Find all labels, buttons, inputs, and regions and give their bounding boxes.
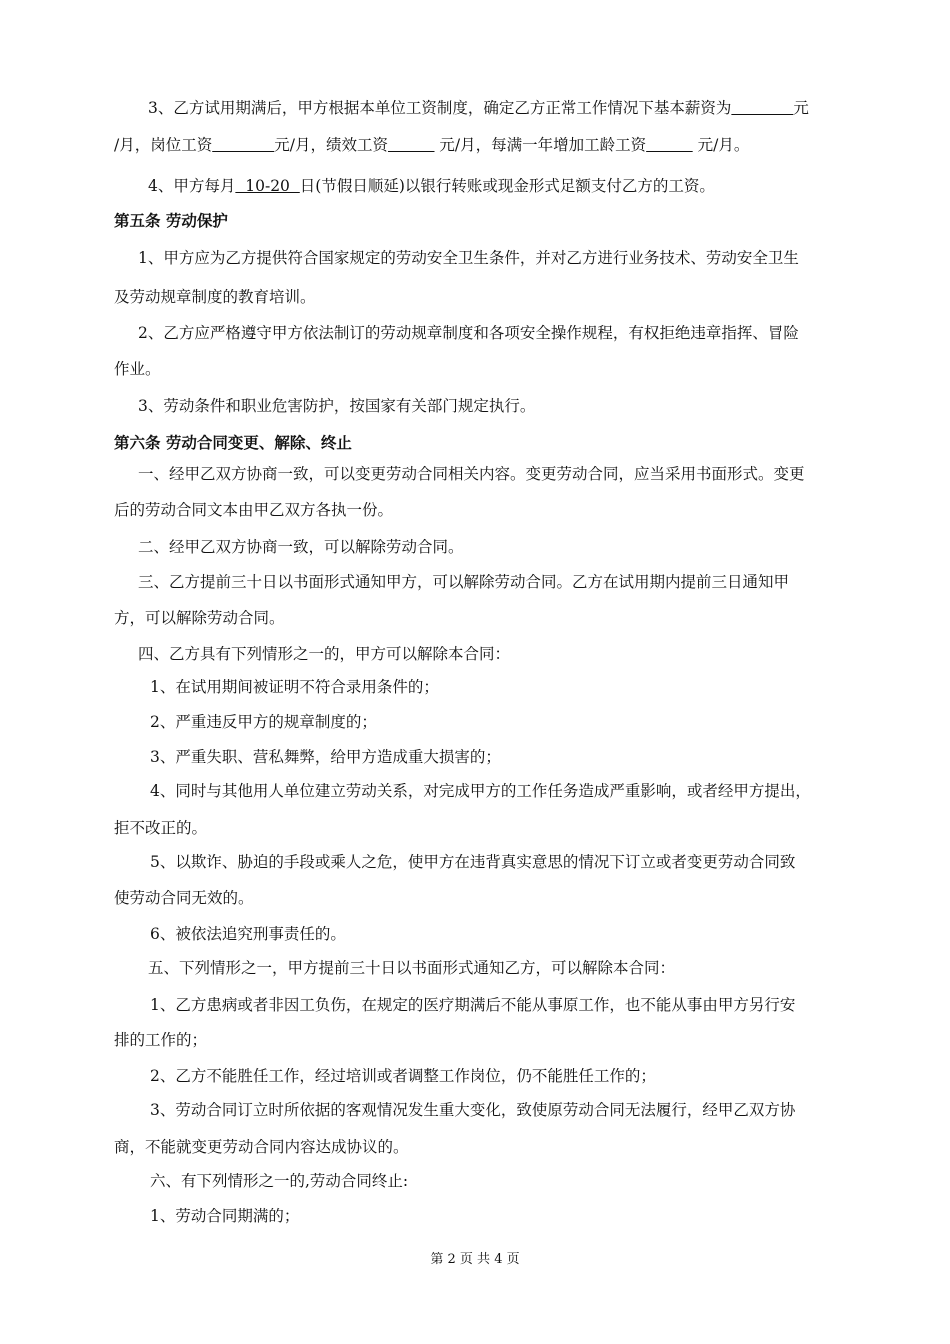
- paragraph-line: 二、经甲乙双方协商一致，可以解除劳动合同。: [138, 538, 464, 556]
- blank-field: [731, 99, 793, 117]
- paragraph-line: 2、严重违反甲方的规章制度的；: [150, 713, 377, 731]
- text-run: 4、甲方每月: [148, 177, 236, 195]
- paragraph-line: 作业。: [114, 360, 161, 378]
- paragraph-line: 2、乙方不能胜任工作，经过培训或者调整工作岗位，仍不能胜任工作的；: [150, 1067, 656, 1085]
- paragraph-line: 后的劳动合同文本由甲乙双方各执一份。: [114, 501, 394, 519]
- text-run: 3、乙方试用期满后，甲方根据本单位工资制度，确定乙方正常工作情况下基本薪资为: [148, 99, 732, 117]
- paragraph-line: 5、以欺诈、胁迫的手段或乘人之危，使甲方在违背真实意思的情况下订立或者变更劳动合同致: [150, 853, 796, 871]
- text-run: 元/月，每满一年增加工龄工资: [434, 136, 647, 154]
- paragraph-line: 3、严重失职、营私舞弊，给甲方造成重大损害的；: [150, 748, 501, 766]
- paragraph-line: 3、劳动合同订立时所依据的客观情况发生重大变化，致使原劳动合同无法履行，经甲乙双方协: [150, 1101, 796, 1119]
- paragraph-line: 1、乙方患病或者非因工负伤，在规定的医疗期满后不能从事原工作，也不能从事由甲方另行安: [150, 996, 796, 1014]
- blank-field: [212, 136, 274, 154]
- text-run: 元/月。: [692, 136, 750, 154]
- blank-field: [646, 136, 693, 154]
- paragraph-line: 4、同时与其他用人单位建立劳动关系，对完成甲方的工作任务造成严重影响，或者经甲方提出，: [150, 782, 811, 800]
- text-run: /月，岗位工资: [114, 136, 213, 154]
- paragraph-line: 方，可以解除劳动合同。: [114, 609, 285, 627]
- paragraph-line: 及劳动规章制度的教育培训。: [114, 288, 316, 306]
- paragraph-line: 2、乙方应严格遵守甲方依法制订的劳动规章制度和各项安全操作规程，有权拒绝违章指挥、冒险: [138, 324, 799, 342]
- paragraph-line: 商，不能就变更劳动合同内容达成协议的。: [114, 1138, 409, 1156]
- paragraph-line: [114, 135, 749, 155]
- paragraph-line: 6、被依法追究刑事责任的。: [150, 925, 346, 943]
- paragraph-line: 三、乙方提前三十日以书面形式通知甲方，可以解除劳动合同。乙方在试用期内提前三日通知甲: [138, 573, 790, 591]
- paragraph-line: 五、下列情形之一，甲方提前三十日以书面形式通知乙方，可以解除本合同：: [148, 959, 676, 977]
- paragraph-line: 一、经甲乙双方协商一致，可以变更劳动合同相关内容。变更劳动合同，应当采用书面形式。变更: [138, 465, 805, 483]
- text-run: 日(节假日顺延)以银行转账或现金形式足额支付乙方的工资。: [299, 177, 715, 195]
- text-run: 元/月，绩效工资: [274, 136, 388, 154]
- paragraph-line: 拒不改正的。: [114, 819, 208, 837]
- paragraph-line: [148, 176, 715, 196]
- section-heading: 第六条 劳动合同变更、解除、终止: [114, 433, 352, 452]
- paragraph-line: 1、劳动合同期满的；: [150, 1207, 300, 1225]
- paragraph-line: 使劳动合同无效的。: [114, 889, 254, 907]
- paragraph-line: 3、劳动条件和职业危害防护，按国家有关部门规定执行。: [138, 397, 536, 415]
- section-heading: 第五条 劳动保护: [114, 211, 228, 230]
- paragraph-line: 1、甲方应为乙方提供符合国家规定的劳动安全卫生条件，并对乙方进行业务技术、劳动安全卫生: [138, 249, 799, 267]
- text-run: 元: [793, 99, 809, 117]
- page-footer: 第 2 页 共 4 页: [430, 1252, 520, 1267]
- paragraph-line: 1、在试用期间被证明不符合录用条件的；: [150, 678, 439, 696]
- paragraph-line: [148, 98, 809, 118]
- paragraph-line: 六、有下列情形之一的,劳动合同终止:: [150, 1172, 409, 1190]
- paragraph-line: 排的工作的；: [114, 1031, 208, 1049]
- pay-date-field: 10-20: [235, 177, 300, 195]
- paragraph-line: 四、乙方具有下列情形之一的，甲方可以解除本合同：: [138, 645, 511, 663]
- blank-field: [388, 136, 435, 154]
